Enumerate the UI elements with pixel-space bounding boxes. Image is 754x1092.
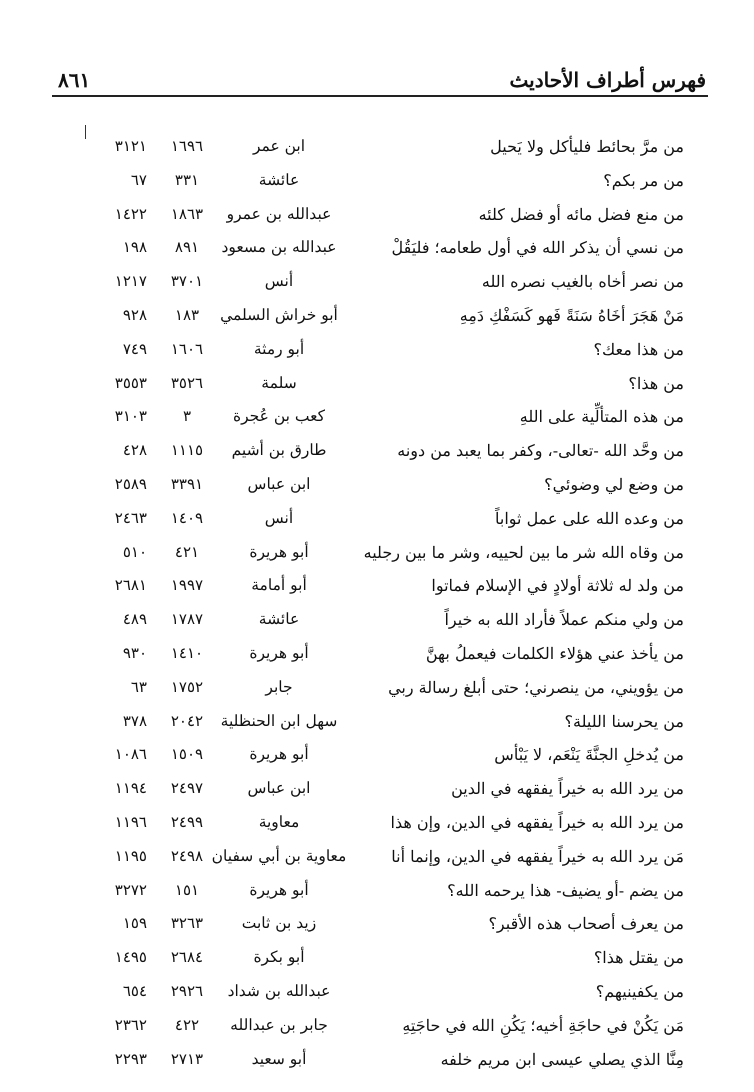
index-row <box>0 738 754 772</box>
hadith-text: من وحَّد الله -تعالى-، وكفر بما يعبد من دونه <box>397 441 684 461</box>
hadith-text: مِنَّا الذي يصلي عيسى ابن مريم خلفه <box>440 1049 684 1069</box>
hadith-number: ١٩٩٧ <box>170 576 204 595</box>
index-row <box>0 637 754 671</box>
hadith-text: من وضع لي وضوئي؟ <box>544 474 684 494</box>
narrator-name: عبدالله بن مسعود <box>221 238 337 257</box>
page-title: فهرس أطراف الأحاديث <box>509 68 706 92</box>
reference-number: ٢٤٦٣ <box>114 508 147 527</box>
narrator-name: عبدالله بن عمرو <box>226 204 332 223</box>
index-row <box>0 502 754 536</box>
hadith-number: ١٨٣ <box>174 305 200 324</box>
hadith-text: مَن يَكُنْ في حاجَةِ أخيه؛ يَكُنِ الله في حاجَتِهِ <box>402 1015 684 1035</box>
index-row <box>0 671 754 705</box>
index-row <box>0 907 754 941</box>
reference-number: ٣٧٨ <box>122 711 147 730</box>
narrator-name: أنس <box>264 508 294 527</box>
hadith-number: ١٤٠٩ <box>170 508 204 527</box>
hadith-number: ١٥٠٩ <box>170 745 204 764</box>
hadith-number: ٢٦٨٤ <box>170 948 204 967</box>
header-divider <box>52 95 708 97</box>
index-row <box>0 299 754 333</box>
hadith-number: ٣٧٠١ <box>170 272 204 291</box>
hadith-text: من مر بكم؟ <box>603 170 684 190</box>
hadith-number: ١٦٩٦ <box>170 137 204 155</box>
narrator-name: أبو هريرة <box>249 880 309 899</box>
hadith-text: من يرد الله به خيراً يفقهه في الدين، وإن هذا <box>390 812 684 832</box>
reference-number: ١٤٢٢ <box>114 204 147 223</box>
narrator-name: أبو سعيد <box>251 1049 307 1068</box>
reference-number: ٤٢٨ <box>122 441 147 460</box>
narrator-name: أبو هريرة <box>249 542 309 561</box>
reference-number: ٢٦٨١ <box>114 576 147 595</box>
reference-number: ٣١٢١ <box>114 137 147 155</box>
hadith-text: من هذا معك؟ <box>593 339 684 359</box>
narrator-name: أبو أمامة <box>251 576 307 595</box>
hadith-number: ٣٥٢٦ <box>170 373 204 392</box>
hadith-number: ٣٢٦٣ <box>170 914 204 933</box>
hadith-text: من يؤويني، من ينصرني؛ حتى أبلغ رسالة ربي <box>388 677 684 697</box>
hadith-number: ١٤١٠ <box>170 643 204 662</box>
hadith-text: من هذا؟ <box>628 373 684 393</box>
reference-number: ٩٣٠ <box>122 643 147 662</box>
hadith-number: ٣ <box>182 407 192 426</box>
narrator-name: جابر <box>265 677 293 696</box>
index-row <box>0 265 754 299</box>
reference-number: ٦٧ <box>130 170 147 189</box>
page-number: ٨٦١ <box>58 68 91 92</box>
hadith-text: من ولي منكم عملاً فأراد الله به خيراً <box>444 610 684 630</box>
reference-number: ٣٥٥٣ <box>114 373 147 392</box>
hadith-text: من مرَّ بحائط فليأكل ولا يَحيل <box>490 137 684 156</box>
hadith-index-list <box>0 130 754 1076</box>
reference-number: ١١٩٥ <box>114 846 147 865</box>
index-row <box>0 434 754 468</box>
hadith-number: ٣٣٩١ <box>170 474 204 493</box>
reference-number: ١١٩٤ <box>114 779 147 798</box>
index-row <box>0 400 754 434</box>
narrator-name: أبو خراش السلمي <box>220 305 338 324</box>
narrator-name: كعب بن عُجرة <box>233 407 325 426</box>
reference-number: ٤٨٩ <box>122 610 147 629</box>
reference-number: ١٤٩٥ <box>114 948 147 967</box>
narrator-name: عائشة <box>258 170 300 189</box>
hadith-number: ١٨٦٣ <box>170 204 204 223</box>
reference-number: ١٥٩ <box>122 914 147 933</box>
hadith-text: من وقاه الله شر ما بين لحييه، وشر ما بين رجليه <box>363 542 684 562</box>
narrator-name: أبو بكرة <box>253 948 305 967</box>
hadith-text: من ولد له ثلاثة أولادٍ في الإسلام فماتوا <box>431 576 684 596</box>
reference-number: ٢٣٦٢ <box>114 1015 147 1034</box>
reference-number: ١٠٨٦ <box>114 745 147 764</box>
narrator-name: أبو رمثة <box>253 339 305 358</box>
hadith-number: ٢٩٢٦ <box>170 981 204 1000</box>
index-row <box>0 772 754 806</box>
hadith-text: من نصر أخاه بالغيب نصره الله <box>481 272 684 292</box>
index-row <box>0 840 754 874</box>
index-row <box>0 333 754 367</box>
hadith-text: من يعرف أصحاب هذه الأقبر؟ <box>488 914 684 934</box>
index-row <box>0 806 754 840</box>
hadith-text: من يكفينيهم؟ <box>595 981 684 1001</box>
reference-number: ٩٢٨ <box>122 305 147 324</box>
index-row <box>0 536 754 570</box>
page-header <box>58 58 706 92</box>
reference-number: ٢٢٩٣ <box>114 1049 147 1068</box>
narrator-name: سلمة <box>261 373 297 392</box>
hadith-number: ٢٤٩٧ <box>170 779 204 798</box>
narrator-name: جابر بن عبدالله <box>230 1015 328 1034</box>
narrator-name: سهل ابن الحنظلية <box>220 711 338 730</box>
hadith-text: من يأخذ عني هؤلاء الكلمات فيعملُ بهنَّ <box>425 643 684 663</box>
narrator-name: طارق بن أشيم <box>231 441 327 460</box>
index-row <box>0 603 754 637</box>
index-row <box>0 164 754 198</box>
narrator-name: عائشة <box>258 610 300 629</box>
narrator-name: ابن عباس <box>247 474 311 493</box>
reference-number: ٢٥٨٩ <box>114 474 147 493</box>
hadith-number: ٣٣١ <box>174 170 200 189</box>
reference-number: ٦٥٤ <box>122 981 147 1000</box>
index-row <box>0 705 754 739</box>
reference-number: ٥١٠ <box>122 542 147 561</box>
index-row <box>0 198 754 232</box>
hadith-text: من هذه المتألِّية على اللهِ <box>519 407 684 427</box>
hadith-number: ١١١٥ <box>170 441 204 460</box>
hadith-number: ١٧٥٢ <box>170 677 204 696</box>
narrator-name: أبو هريرة <box>249 745 309 764</box>
index-row <box>0 1043 754 1077</box>
index-row <box>0 569 754 603</box>
reference-number: ٣٢٧٢ <box>114 880 147 899</box>
reference-number: ١١٩٦ <box>114 812 147 831</box>
hadith-text: من يقتل هذا؟ <box>593 948 684 968</box>
index-row <box>0 468 754 502</box>
hadith-number: ٢٧١٣ <box>170 1049 204 1068</box>
narrator-name: ابن عمر <box>252 137 306 155</box>
index-row <box>0 941 754 975</box>
hadith-number: ١٥١ <box>174 880 200 899</box>
reference-number: ١٢١٧ <box>114 272 147 291</box>
hadith-text: من يرد الله به خيراً يفقهه في الدين <box>451 779 684 799</box>
hadith-number: ٨٩١ <box>174 238 200 257</box>
hadith-number: ٢٤٩٩ <box>170 812 204 831</box>
index-row <box>0 975 754 1009</box>
narrator-name: ابن عباس <box>247 779 311 798</box>
hadith-number: ١٧٨٧ <box>170 610 204 629</box>
narrator-name: معاوية <box>258 812 300 831</box>
narrator-name: زيد بن ثابت <box>241 914 317 933</box>
hadith-text: مَن يرد الله به خيراً يفقهه في الدين، وإنما أنا <box>391 846 684 866</box>
reference-number: ٦٣ <box>130 677 147 696</box>
hadith-text: من منع فضل مائه أو فضل كلئه <box>478 204 684 224</box>
index-row <box>0 874 754 908</box>
hadith-text: من نسي أن يذكر الله في أول طعامه؛ فليَقُلْ <box>391 238 684 258</box>
hadith-text: من وعده الله على عمل ثواباً <box>494 508 684 528</box>
hadith-number: ٤٢١ <box>174 542 200 561</box>
index-row <box>0 231 754 265</box>
hadith-text: من يضم -أو يضيف- هذا يرحمه الله؟ <box>447 880 684 900</box>
hadith-text: من يحرسنا الليلة؟ <box>564 711 684 731</box>
hadith-text: مَنْ هَجَرَ أخَاهُ سَنَةً فَهو كَسَفْكِ دَمِهِ <box>459 305 684 325</box>
reference-number: ٣١٠٣ <box>114 407 147 426</box>
narrator-name: أبو هريرة <box>249 643 309 662</box>
hadith-number: ١٦٠٦ <box>170 339 204 358</box>
hadith-number: ٤٢٢ <box>174 1015 200 1034</box>
narrator-name: أنس <box>264 272 294 291</box>
hadith-number: ٢٤٩٨ <box>170 846 204 865</box>
hadith-number: ٢٠٤٢ <box>170 711 204 730</box>
narrator-name: عبدالله بن شداد <box>227 981 331 1000</box>
reference-number: ٧٤٩ <box>122 339 147 358</box>
hadith-text: من يُدخلِ الجنَّةَ يَنْعَم، لا يَبْأس <box>494 745 684 765</box>
index-row <box>0 1009 754 1043</box>
reference-number: ١٩٨ <box>122 238 147 257</box>
index-row <box>0 130 754 164</box>
narrator-name: معاوية بن أبي سفيان <box>211 846 347 865</box>
index-row <box>0 367 754 401</box>
